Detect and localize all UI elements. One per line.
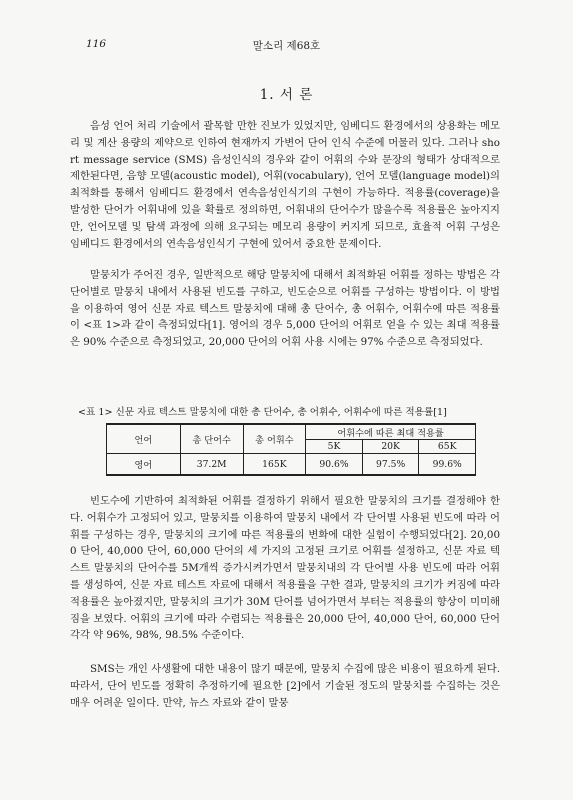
section-title: 1. 서 론 xyxy=(259,87,314,103)
header-coverage-group: 어휘수에 따른 최대 적용률 xyxy=(306,424,476,440)
header-total-vocab: 총 어휘수 xyxy=(243,424,306,454)
cell-20k: 97.5% xyxy=(362,454,419,476)
paragraph-corpus-method: 말뭉치가 주어진 경우, 일반적으로 해당 말뭉치에 대해서 최적화된 어휘를 정하는 방법은 각 단어별로 말뭉치 내에서 사용된 빈도를 구하고, 빈도순으로 어휘를 구성하는 방법이다. 이 방법을 이용하여 영어 신문 자료 텍스트 말뭉치에 대해 총 단어수, 총 어휘수, 어휘수에 따른 적용률이 <표 1>과 같이 측정되었다[1]. 영어의 경우 5,000 단어의 어휘로 얻을 수 있는 최대 적용률은 90% 수준으로 측정되었고, 20,000 단어의 어휘 사용 시에는 97% 수준으로 측정되었다. xyxy=(70,269,500,349)
journal-title: 말소리 제68호 xyxy=(252,40,321,52)
header-language: 언어 xyxy=(107,424,181,454)
paragraph-sms: SMS는 개인 사생활에 대한 내용이 많기 때문에, 말뭉치 수집에 많은 비용이 필요하게 된다. 따라서, 단어 빈도를 정확히 추정하기에 필요한 [2]에서 기술된 정도의 말뭉치를 수집하는 것은 매우 어려운 일이다. 만약, 뉴스 자료와 같이 말뭉 xyxy=(70,663,500,709)
page-number: 116 xyxy=(86,38,107,50)
table-row xyxy=(107,454,476,476)
cell-5k: 90.6% xyxy=(306,454,363,476)
header-total-words: 총 단어수 xyxy=(180,424,243,454)
cell-total-words: 37.2M xyxy=(180,454,243,476)
cell-total-vocab: 165K xyxy=(243,454,306,476)
header-5k: 5K xyxy=(306,440,363,454)
page-header xyxy=(86,38,487,54)
header-20k: 20K xyxy=(362,440,419,454)
paragraph-corpus-size: 빈도수에 기반하여 최적화된 어휘를 결정하기 위해서 필요한 말뭉치의 크기를 결정해야 한다. 어휘수가 고정되어 있고, 말뭉치를 이용하여 말뭉치 내에서 각 단어별 사용된 빈도에 따라 어휘를 구성하는 경우, 말뭉치의 크기에 따른 적용률의 변화에 대한 실험이 수행되었다[2]. 20,000 단어, 40,000 단어, 60,000 단어의 세 가지의 고정된 크기로 어휘를 설정하고, 신문 자료 텍스트 말뭉치의 단어수를 5M개씩 증가시켜가면서 말뭉치내의 각 단어별 사용 빈도에 따라 어휘를 생성하여, 신문 자료 테스트 자료에 대해서 적용률을 구한 결과, 말뭉치의 크기가 커짐에 따라 적용률은 높아졌지만, 말뭉치의 크기가 30M 단어를 넘어가면서 부터는 적용률의 향상이 미미해짐을 보였다. 어휘의 크기에 따라 수렴되는 적용률은 20,000 단어, 40,000 단어, 60,000 단어 각각 약 96%, 98%, 98.5% 수준이다. xyxy=(70,495,500,642)
cell-65k: 99.6% xyxy=(419,454,476,476)
table-caption: <표 1> 신문 자료 텍스트 말뭉치에 대한 총 단어수, 총 어휘수, 어휘수에 따른 적용률[1] xyxy=(78,407,447,418)
cell-language: 영어 xyxy=(107,454,181,476)
coverage-table xyxy=(106,423,476,476)
header-65k: 65K xyxy=(419,440,476,454)
paragraph-intro: 음성 언어 처리 기술에서 괄목할 만한 진보가 있었지만, 임베디드 환경에서의 상용화는 메모리 및 계산 용량의 제약으로 인하여 현재까지 가변어 단어 인식 수준에 머물러 있다. 그러나 short message service (SMS) 음성인식의 경우와 같이 어휘의 수와 문장의 형태가 상대적으로 제한된다면, 음향 모델(acoustic model), 어휘(vocabulary), 언어 모델(language model)의 최적화를 통해서 임베디드 환경에서 연속음성인식기의 구현이 가능하다. 적용률(coverage)을 발성한 단어가 어휘내에 있을 확률로 정의하면, 어휘내의 단어수가 많을수록 적용률은 높아지지만, 언어모델 및 탐색 과정에 의해 요구되는 메모리 용량이 커지게 되므로, 효율적 어휘 구성은 임베디드 환경에서의 연속음성인식기 구현에 있어서 중요한 문제이다. xyxy=(70,120,500,250)
